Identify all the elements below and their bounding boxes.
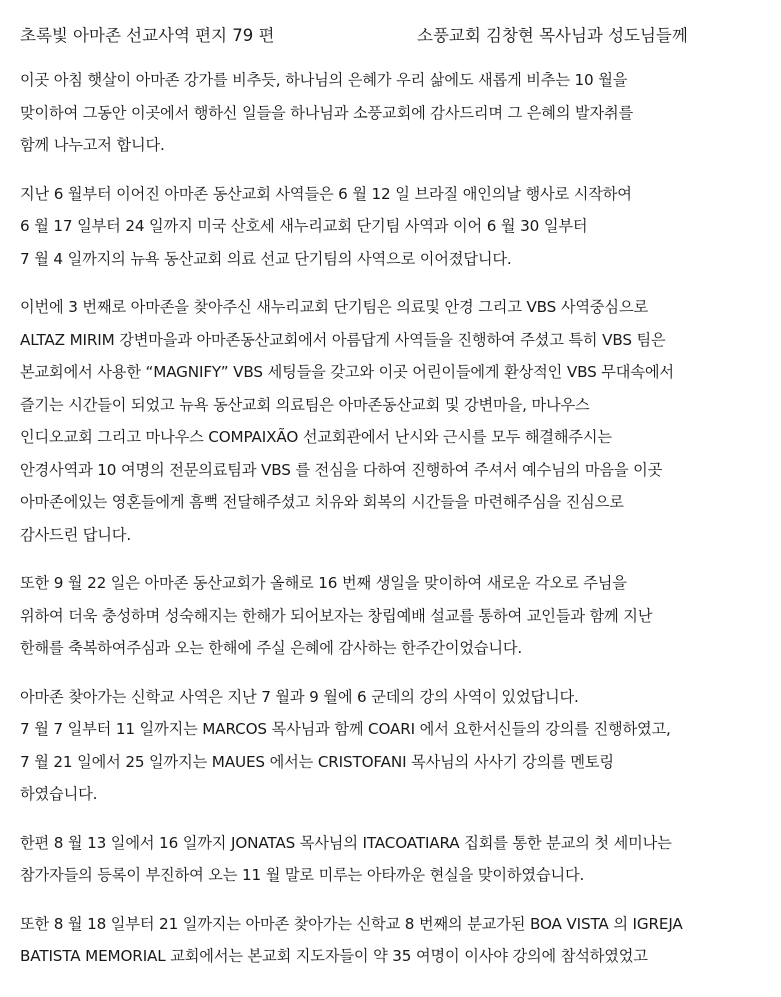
text-line: 감사드린 답니다.: [20, 525, 132, 544]
paragraph: [20, 178, 765, 276]
text-line: 7 월 7 일부터 11 일까지는 MARCOS 목사님과 함께 COARI 에서 요한서신들의 강의를 진행하였고,: [20, 720, 671, 738]
text-line: BATISTA MEMORIAL 교회에서는 본교회 지도자들이 약 35 여명이 이사야 강의에 참석하였었고: [20, 947, 648, 965]
text-line: 참가자들의 등록이 부진하여 오는 11 월 말로 미루는 아타까운 현실을 맞이하였습니다.: [20, 866, 585, 884]
text-line: 7 월 4 일까지의 뉴욕 동산교회 의료 선교 단기팀의 사역으로 이어졌답니다.: [20, 249, 512, 268]
text-line: 아마존 찾아가는 신학교 사역은 지난 7 월과 9 월에 6 군데의 강의 사역이 있었답니다.: [20, 687, 579, 706]
text-line: 한편 8 월 13 일에서 16 일까지 JONATAS 목사님의 ITACOATIARA 집회를 통한 분교의 첫 세미나는: [20, 833, 672, 852]
text-line: 지난 6 월부터 이어진 아마존 동산교회 사역들은 6 월 12 일 브라질 애인의날 행사로 시작하여: [20, 184, 632, 203]
text-line: 즐기는 시간들이 되었고 뉴욕 동산교회 의료팀은 아마존동산교회 및 강변마을, 마나우스: [20, 395, 590, 414]
paragraph: [20, 64, 765, 162]
text-line: 본교회에서 사용한 “MAGNIFY” VBS 세팅들을 갖고와 이곳 어린이들에게 환상적인 VBS 무대속에서: [20, 363, 674, 381]
letter-header: [20, 0, 765, 64]
letter-title: 초록빛 아마존 선교사역 편지 79 편: [20, 26, 275, 45]
text-line: 위하여 더욱 충성하며 성숙해지는 한해가 되어보자는 창립예배 설교를 통하여 교인들과 함께 지난: [20, 606, 653, 625]
letter-page: [20, 0, 765, 989]
text-line: 한해를 축복하여주심과 오는 한해에 주실 은혜에 감사하는 한주간이었습니다.: [20, 639, 523, 657]
text-line: 인디오교회 그리고 마나우스 COMPAIXÃO 선교회관에서 난시와 근시를 모두 해결해주시는: [20, 428, 612, 446]
text-line: 이번에 3 번째로 아마존을 찾아주신 새누리교회 단기팀은 의료및 안경 그리고 VBS 사역중심으로: [20, 298, 648, 316]
text-line: 6 월 17 일부터 24 일까지 미국 산호세 새누리교회 단기팀 사역과 이어 6 월 30 일부터: [20, 217, 588, 235]
text-line: ALTAZ MIRIM 강변마을과 아마존동산교회에서 아름답게 사역들을 진행하여 주셨고 특히 VBS 팀은: [20, 330, 666, 349]
text-line: 또한 9 월 22 일은 아마존 동산교회가 올해로 16 번째 생일을 맞이하여 새로운 각오로 주님을: [20, 574, 627, 592]
paragraph: [20, 827, 765, 892]
paragraph: [20, 908, 765, 973]
paragraph: [20, 681, 765, 811]
paragraph: [20, 567, 765, 665]
text-line: 아마존에있는 영혼들에게 흠뻑 전달해주셨고 치유와 회복의 시간들을 마련해주심을 진심으로: [20, 493, 624, 511]
text-line: 이곳 아침 햇살이 아마존 강가를 비추듯, 하나님의 은혜가 우리 삶에도 새롭게 비추는 10 월을: [20, 71, 628, 89]
text-line: 함께 나누고저 합니다.: [20, 136, 165, 154]
letter-body: [20, 64, 765, 973]
text-line: 7 월 21 일에서 25 일까지는 MAUES 에서는 CRISTOFANI 목사님의 사사기 강의를 멘토링: [20, 752, 614, 771]
text-line: 하였습니다.: [20, 785, 98, 803]
text-line: 안경사역과 10 여명의 전문의료팀과 VBS 를 전심을 다하여 진행하여 주셔서 예수님의 마음을 이곳: [20, 460, 663, 479]
text-line: 맞이하여 그동안 이곳에서 행하신 일들을 하나님과 소풍교회에 감사드리며 그 은혜의 발자취를: [20, 103, 634, 122]
text-line: 또한 8 월 18 일부터 21 일까지는 아마존 찾아가는 신학교 8 번째의 분교가된 BOA VISTA 의 IGREJA: [20, 914, 683, 933]
letter-recipient: 소풍교회 김창현 목사님과 성도님들께: [417, 26, 688, 45]
paragraph: [20, 291, 765, 551]
